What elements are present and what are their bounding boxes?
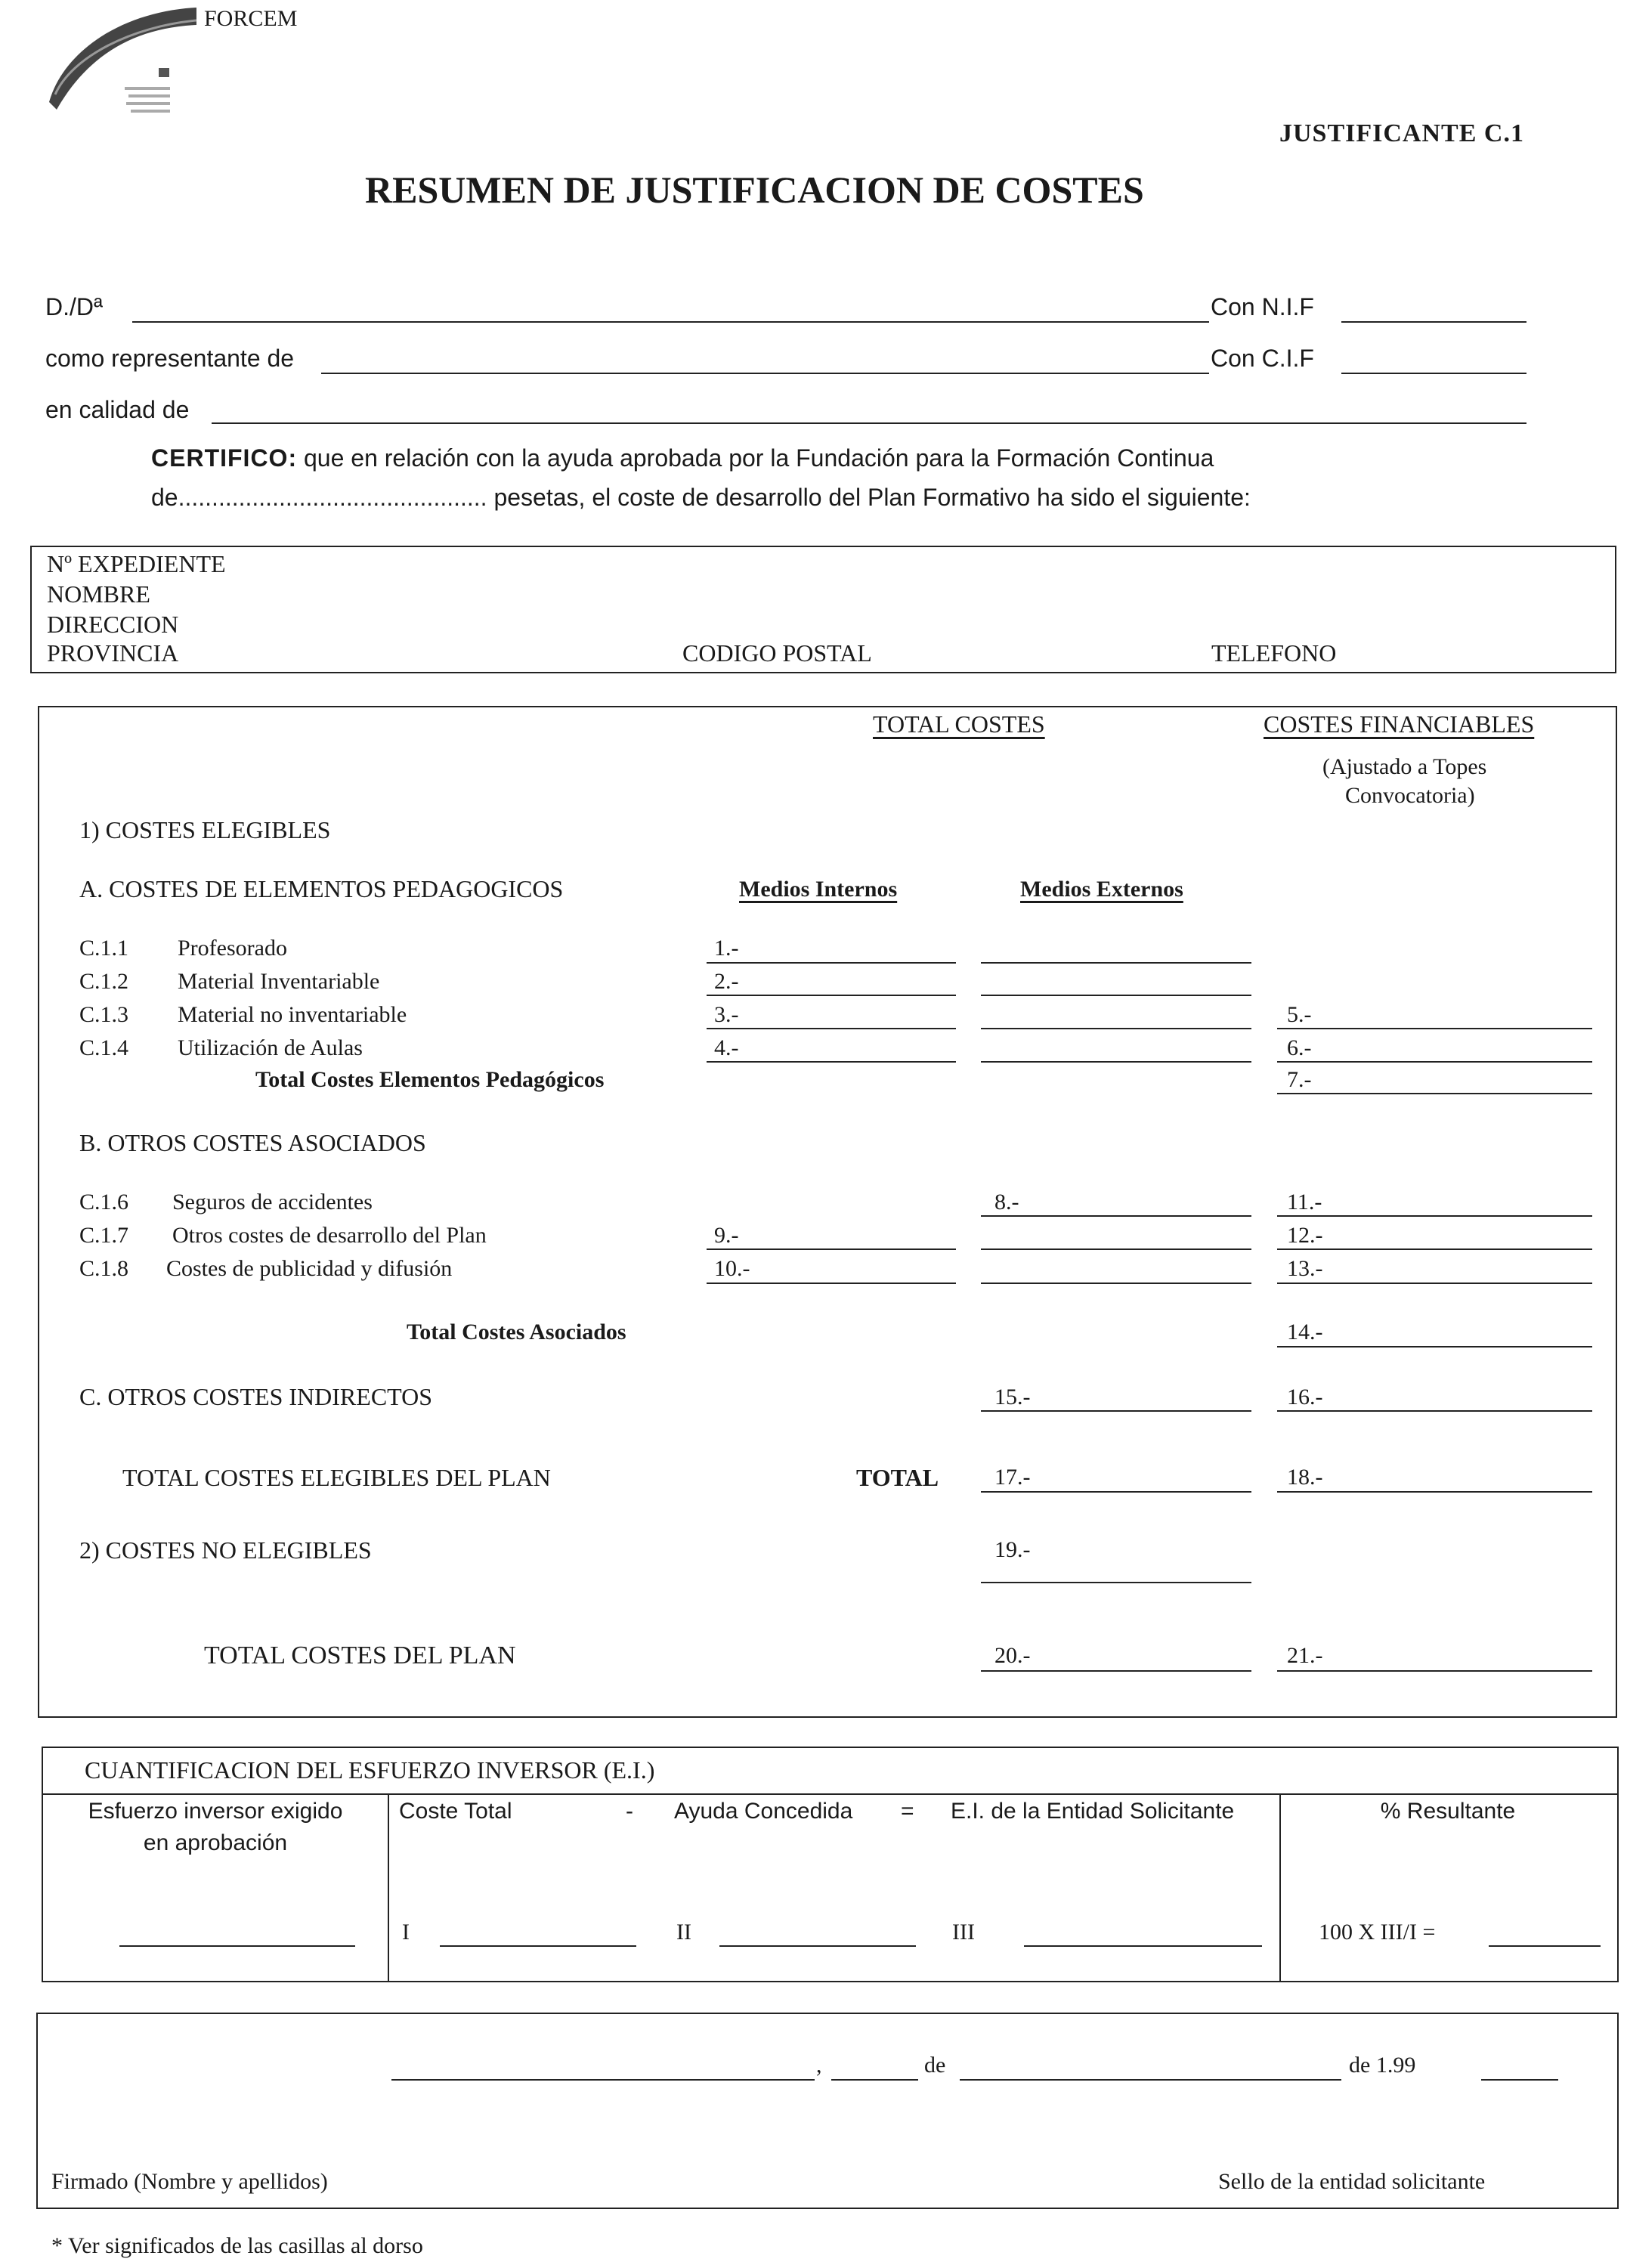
calidad-field[interactable] [212, 422, 1526, 424]
ei-exigido-field[interactable] [119, 1945, 355, 1947]
total-b-label: Total Costes Asociados [407, 1320, 626, 1344]
box-16-label: 16.- [1287, 1385, 1323, 1409]
ei-col-divider-1 [388, 1794, 389, 1981]
representante-label: como representante de [45, 345, 295, 372]
box-6-label: 6.- [1287, 1035, 1312, 1060]
externos-10-field[interactable] [981, 1283, 1251, 1284]
box-13-field[interactable] [1277, 1283, 1592, 1284]
row-label: Utilización de Aulas [178, 1035, 363, 1060]
ajustado-line-1: (Ajustado a Topes [1322, 754, 1487, 779]
ei-header-divider [42, 1793, 1617, 1795]
externos-9-field[interactable] [981, 1248, 1251, 1250]
box-21-label: 21.- [1287, 1643, 1323, 1668]
box-15-label: 15.- [994, 1385, 1031, 1409]
row-label: Material Inventariable [178, 969, 380, 994]
box-10-field[interactable] [707, 1283, 956, 1284]
medios-externos-header: Medios Externos [1020, 877, 1183, 902]
lugar-field[interactable] [391, 2079, 815, 2081]
year-field[interactable] [1481, 2079, 1558, 2081]
row-code: C.1.1 [79, 936, 129, 961]
ei-col1-line1: Esfuerzo inversor exigido [88, 1799, 343, 1824]
minus-sign: - [626, 1799, 633, 1824]
ei-col1-line2: en aprobación [143, 1830, 288, 1855]
sello-label: Sello de la entidad solicitante [1218, 2169, 1486, 2194]
row-label: Profesorado [178, 936, 287, 961]
equals-sign: = [901, 1799, 914, 1824]
row-label: Otros costes de desarrollo del Plan [172, 1223, 487, 1248]
page-title: RESUMEN DE JUSTIFICACION DE COSTES [365, 169, 1144, 211]
row-label: Costes de publicidad y difusión [166, 1256, 453, 1281]
roman-i: I [402, 1920, 410, 1945]
costes-elegibles-heading: 1) COSTES ELEGIBLES [79, 816, 331, 843]
no-elegibles-heading: 2) COSTES NO ELEGIBLES [79, 1536, 372, 1564]
nif-label: Con N.I.F [1211, 293, 1314, 320]
box-4-label: 4.- [714, 1035, 739, 1060]
box-2-field[interactable] [707, 995, 956, 996]
ei-entidad-field[interactable] [1024, 1945, 1262, 1947]
box-7-label: 7.- [1287, 1067, 1312, 1092]
coste-total-field[interactable] [440, 1945, 636, 1947]
box-19-field[interactable] [981, 1582, 1251, 1583]
box-14-label: 14.- [1287, 1320, 1323, 1344]
externos-3-field[interactable] [981, 1028, 1251, 1029]
de-label: de [924, 2053, 946, 2078]
box-2-label: 2.- [714, 969, 739, 994]
section-a-heading: A. COSTES DE ELEMENTOS PEDAGOGICOS [79, 875, 564, 902]
row-code: C.1.8 [79, 1256, 129, 1281]
nif-field[interactable] [1341, 321, 1526, 323]
total-plan-label: TOTAL COSTES DEL PLAN [204, 1641, 516, 1669]
direccion-label: DIRECCION [47, 611, 179, 638]
resultante-label: % Resultante [1380, 1799, 1516, 1824]
year-label: de 1.99 [1349, 2053, 1416, 2078]
provincia-label: PROVINCIA [47, 639, 179, 667]
resultante-field[interactable] [1489, 1945, 1601, 1947]
box-5-field[interactable] [1277, 1028, 1592, 1029]
box-7-field[interactable] [1277, 1093, 1592, 1094]
box-17-field[interactable] [981, 1491, 1251, 1493]
box-11-field[interactable] [1277, 1215, 1592, 1217]
coste-total-label: Coste Total [399, 1799, 512, 1824]
firmado-label: Firmado (Nombre y apellidos) [51, 2169, 328, 2194]
box-1-field[interactable] [707, 962, 956, 964]
row-label: Material no inventariable [178, 1002, 407, 1027]
expediente-label: Nº EXPEDIENTE [47, 550, 226, 577]
box-10-label: 10.- [714, 1256, 750, 1281]
logo-swoosh-icon [42, 4, 208, 132]
box-20-label: 20.- [994, 1643, 1031, 1668]
box-12-label: 12.- [1287, 1223, 1323, 1248]
externos-4-field[interactable] [981, 1061, 1251, 1063]
box-8-label: 8.- [994, 1190, 1019, 1214]
cif-field[interactable] [1341, 373, 1526, 374]
section-b-heading: B. OTROS COSTES ASOCIADOS [79, 1129, 426, 1156]
footnote: * Ver significados de las casillas al dorso [51, 2233, 423, 2258]
box-8-field[interactable] [981, 1215, 1251, 1217]
row-code: C.1.6 [79, 1190, 129, 1214]
box-9-field[interactable] [707, 1248, 956, 1250]
ei-entidad-label: E.I. de la Entidad Solicitante [951, 1799, 1235, 1824]
comma: , [816, 2053, 822, 2078]
box-18-label: 18.- [1287, 1465, 1323, 1490]
box-1-label: 1.- [714, 936, 739, 961]
box-18-field[interactable] [1277, 1491, 1592, 1493]
total-word: TOTAL [856, 1464, 939, 1491]
certifico-line-1: CERTIFICO: que en relación con la ayuda aprobada por la Fundación para la Formación Continua [151, 444, 1214, 472]
ayuda-field[interactable] [719, 1945, 916, 1947]
codigo-postal-label: CODIGO POSTAL [682, 639, 872, 667]
name-field[interactable] [132, 321, 1209, 323]
medios-internos-header: Medios Internos [739, 877, 898, 902]
dd-label: D./Dª [45, 293, 103, 320]
logo-text: FORCEM [204, 6, 298, 31]
box-15-field[interactable] [981, 1410, 1251, 1412]
box-13-label: 13.- [1287, 1256, 1323, 1281]
box-12-field[interactable] [1277, 1248, 1592, 1250]
certifico-line-2: de.............................................. pesetas, el coste de desarrollo del Plan Formativo ha sido el siguiente: [151, 484, 1251, 511]
row-code: C.1.3 [79, 1002, 129, 1027]
representante-field[interactable] [321, 373, 1209, 374]
box-3-field[interactable] [707, 1028, 956, 1029]
total-a-label: Total Costes Elementos Pedagógicos [255, 1067, 605, 1092]
externos-1-field[interactable] [981, 962, 1251, 964]
section-c-heading: C. OTROS COSTES INDIRECTOS [79, 1383, 433, 1410]
externos-2-field[interactable] [981, 995, 1251, 996]
box-17-label: 17.- [994, 1465, 1031, 1490]
box-16-field[interactable] [1277, 1410, 1592, 1412]
ajustado-line-2: Convocatoria) [1345, 783, 1475, 808]
box-21-field[interactable] [1277, 1670, 1592, 1672]
calidad-label: en calidad de [45, 396, 190, 423]
total-costes-header: TOTAL COSTES [873, 710, 1045, 738]
telefono-label: TELEFONO [1211, 639, 1337, 667]
box-19-label: 19.- [994, 1537, 1031, 1562]
box-4-field[interactable] [707, 1061, 956, 1063]
row-code: C.1.7 [79, 1223, 129, 1248]
formula-label: 100 X III/I = [1319, 1920, 1436, 1945]
justificante-code: JUSTIFICANTE C.1 [1279, 119, 1524, 147]
cif-label: Con C.I.F [1211, 345, 1314, 372]
box-11-label: 11.- [1287, 1190, 1322, 1214]
box-3-label: 3.- [714, 1002, 739, 1027]
roman-ii: II [676, 1920, 691, 1945]
row-code: C.1.2 [79, 969, 129, 994]
box-5-label: 5.- [1287, 1002, 1312, 1027]
ei-title: CUANTIFICACION DEL ESFUERZO INVERSOR (E.I.) [85, 1756, 655, 1784]
mes-field[interactable] [960, 2079, 1341, 2081]
row-label: Seguros de accidentes [172, 1190, 373, 1214]
total-elegibles-label: TOTAL COSTES ELEGIBLES DEL PLAN [122, 1464, 551, 1491]
dia-field[interactable] [831, 2079, 918, 2081]
box-6-field[interactable] [1277, 1061, 1592, 1063]
nombre-label: NOMBRE [47, 580, 150, 608]
ayuda-label: Ayuda Concedida [674, 1799, 853, 1824]
box-20-field[interactable] [981, 1670, 1251, 1672]
box-9-label: 9.- [714, 1223, 739, 1248]
roman-iii: III [952, 1920, 975, 1945]
costes-financiables-header: COSTES FINANCIABLES [1264, 710, 1535, 738]
box-14-field[interactable] [1277, 1346, 1592, 1347]
row-code: C.1.4 [79, 1035, 129, 1060]
